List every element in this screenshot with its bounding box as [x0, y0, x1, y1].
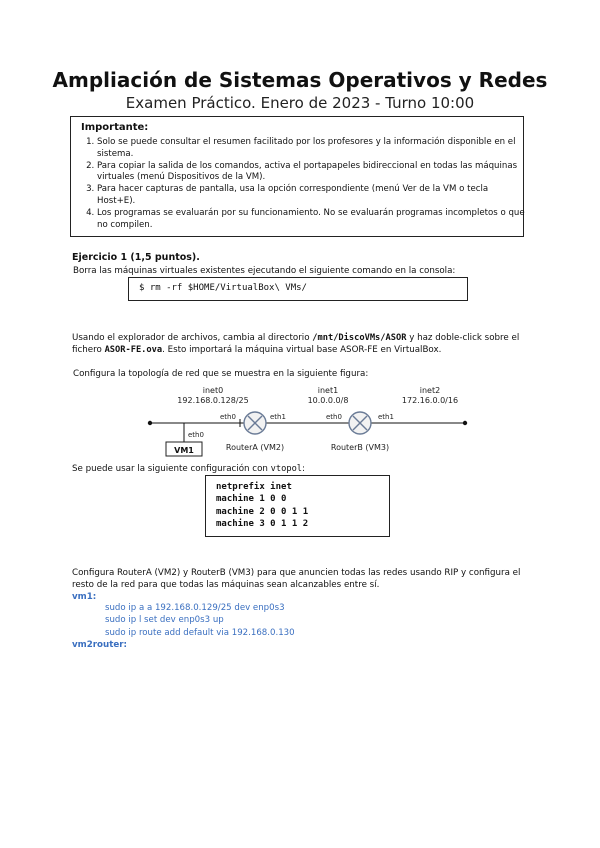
- exercise-title: Ejercicio 1 (1,5 puntos).: [72, 252, 200, 263]
- vm1-commands: [105, 602, 295, 639]
- vm2router-section-label: vm2router:: [72, 640, 128, 650]
- important-item: 3. Para hacer capturas de pantalla, usa la opción correspondiente (menú Ver de la VM o tecla Host+E).: [97, 184, 529, 208]
- net2-addr: 172.16.0.0/16: [401, 396, 459, 405]
- network-diagram: [140, 380, 470, 460]
- directory-path: /mnt/DiscoVMs/ASOR: [312, 333, 407, 343]
- page-subtitle: Examen Práctico. Enero de 2023 - Turno 10:00: [125, 94, 475, 112]
- vm1-section-label: vm1:: [72, 592, 97, 602]
- net1-addr: 10.0.0.0/8: [307, 396, 349, 405]
- routerB-eth0: eth0: [326, 413, 342, 421]
- vtopol-intro: [72, 463, 305, 475]
- vtopol-text-a: Se puede usar la siguiente configuración con: [72, 464, 271, 474]
- import-text-a: Usando el explorador de archivos, cambia al directorio: [72, 333, 313, 343]
- important-item: 1. Solo se puede consultar el resumen facilitado por los profesores y la información disponible en el sistema.: [97, 137, 529, 161]
- routerA-eth1: eth1: [270, 413, 286, 421]
- exercise-intro: Borra las máquinas virtuales existentes ejecutando el siguiente comando en la consola:: [73, 266, 456, 276]
- page-title: Ampliación de Sistemas Operativos y Redes: [52, 68, 548, 92]
- vtopol-line: machine 2 0 0 1 1: [216, 506, 309, 517]
- ova-file: ASOR-FE.ova: [104, 345, 163, 355]
- import-text-c: . Esto importará la máquina virtual base ASOR-FE en VirtualBox.: [162, 345, 442, 355]
- vtopol-text-b: :: [302, 464, 305, 474]
- net0-name: inet0: [202, 386, 224, 395]
- vtopol-line: machine 3 0 1 1 2: [216, 519, 309, 530]
- vm1-interface: eth0: [188, 431, 204, 439]
- import-text-b: y haz doble-click sobre el fichero: [72, 333, 520, 355]
- net1-name: inet1: [317, 386, 339, 395]
- rip-paragraph: Configura RouterA (VM2) y RouterB (VM3) para que anuncien todas las redes usando RIP y configura el resto de la red para que todas las máquinas sean alcanzables entre sí.: [72, 568, 521, 590]
- routerA-label: RouterA (VM2): [225, 443, 285, 452]
- network-line-end: [148, 421, 152, 425]
- net2-name: inet2: [419, 386, 441, 395]
- vtopol-tool: vtopol: [270, 464, 303, 474]
- routerB-label: RouterB (VM3): [330, 443, 390, 452]
- command-box: $ rm -rf $HOME/VirtualBox\ VMs/: [128, 277, 468, 301]
- import-paragraph: [72, 332, 532, 356]
- important-item: 4. Los programas se evaluarán por su funcionamiento. No se evaluarán programas incompletos o que no compilen.: [97, 208, 529, 232]
- vm1-label: VM1: [174, 446, 194, 455]
- vtopol-config-box: [205, 475, 390, 537]
- vm1-command: sudo ip a a 192.168.0.129/25 dev enp0s3: [105, 603, 285, 613]
- important-title: Importante:: [81, 122, 149, 133]
- net0-addr: 192.168.0.128/25: [177, 396, 249, 405]
- network-line-end: [463, 421, 467, 425]
- vtopol-line: netprefix inet: [216, 482, 292, 492]
- important-list: [85, 137, 529, 231]
- routerB-eth1: eth1: [378, 413, 394, 421]
- vtopol-line: machine 1 0 0: [216, 494, 287, 505]
- important-box: [70, 116, 524, 237]
- important-item: 2. Para copiar la salida de los comandos, activa el portapapeles bidireccional en todas las máquinas virtuales (menú Dispositivos de la VM).: [97, 161, 529, 185]
- vm1-command: sudo ip route add default via 192.168.0.130: [105, 627, 295, 638]
- routerA-eth0: eth0: [220, 413, 236, 421]
- vm1-command: sudo ip l set dev enp0s3 up: [105, 615, 224, 626]
- topology-intro: Configura la topología de red que se muestra en la siguiente figura:: [73, 369, 369, 379]
